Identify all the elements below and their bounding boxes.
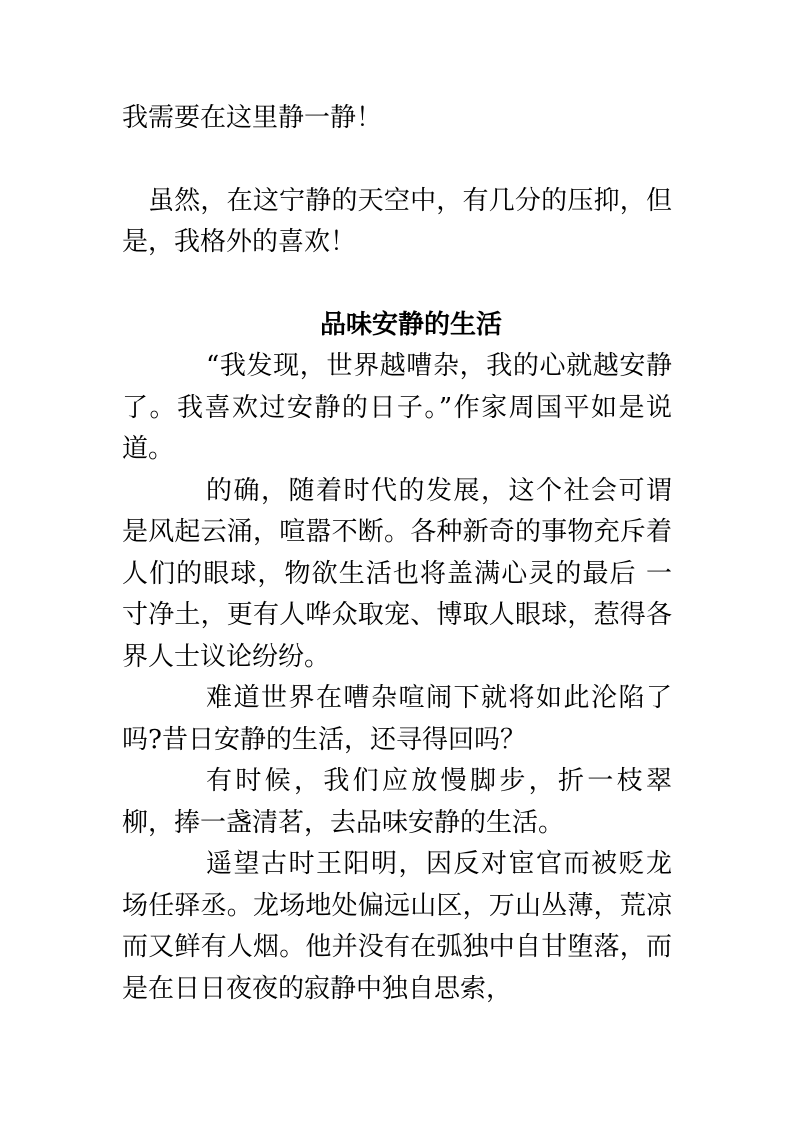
paragraph-1: “我发现，世界越嘈杂，我的心就越安静了。我喜欢过安静的日子。”作家周国平如是说道。 [122,351,672,464]
paragraph-4: 有时候，我们应放慢脚步，折一枝翠柳，捧一盏清茗，去品味安静的生活。 [122,766,672,838]
document-body [122,98,672,1010]
paragraph-3: 难道世界在嘈杂喧闹下就将如此沦陷了吗?昔日安静的生活，还寻得回吗？ [122,683,672,755]
paragraph-5: 遥望古时王阳明，因反对宦官而被贬龙场任驿丞。龙场地处偏远山区，万山丛薄，荒凉而又鲜有人烟。他并没有在弧独中自甘堕落，而是在日日夜夜的寂静中独自思索， [122,849,672,1004]
intro-line-2: 虽然，在这宁静的天空中，有几分的压抑，但是，我格外的喜欢！ [122,185,672,257]
essay-title: 品味安静的生活 [319,309,502,340]
paragraph-2: 的确，随着时代的发展，这个社会可谓是风起云涌，喧嚣不断。各种新奇的事物充斥着人们的眼球，物欲生活也将盖满心灵的最后 一寸净土，更有人哗众取宠、博取人眼球，惹得各界人士议论纷纷。 [122,475,672,672]
intro-line-1: 我需要在这里静一静！ [122,103,383,133]
